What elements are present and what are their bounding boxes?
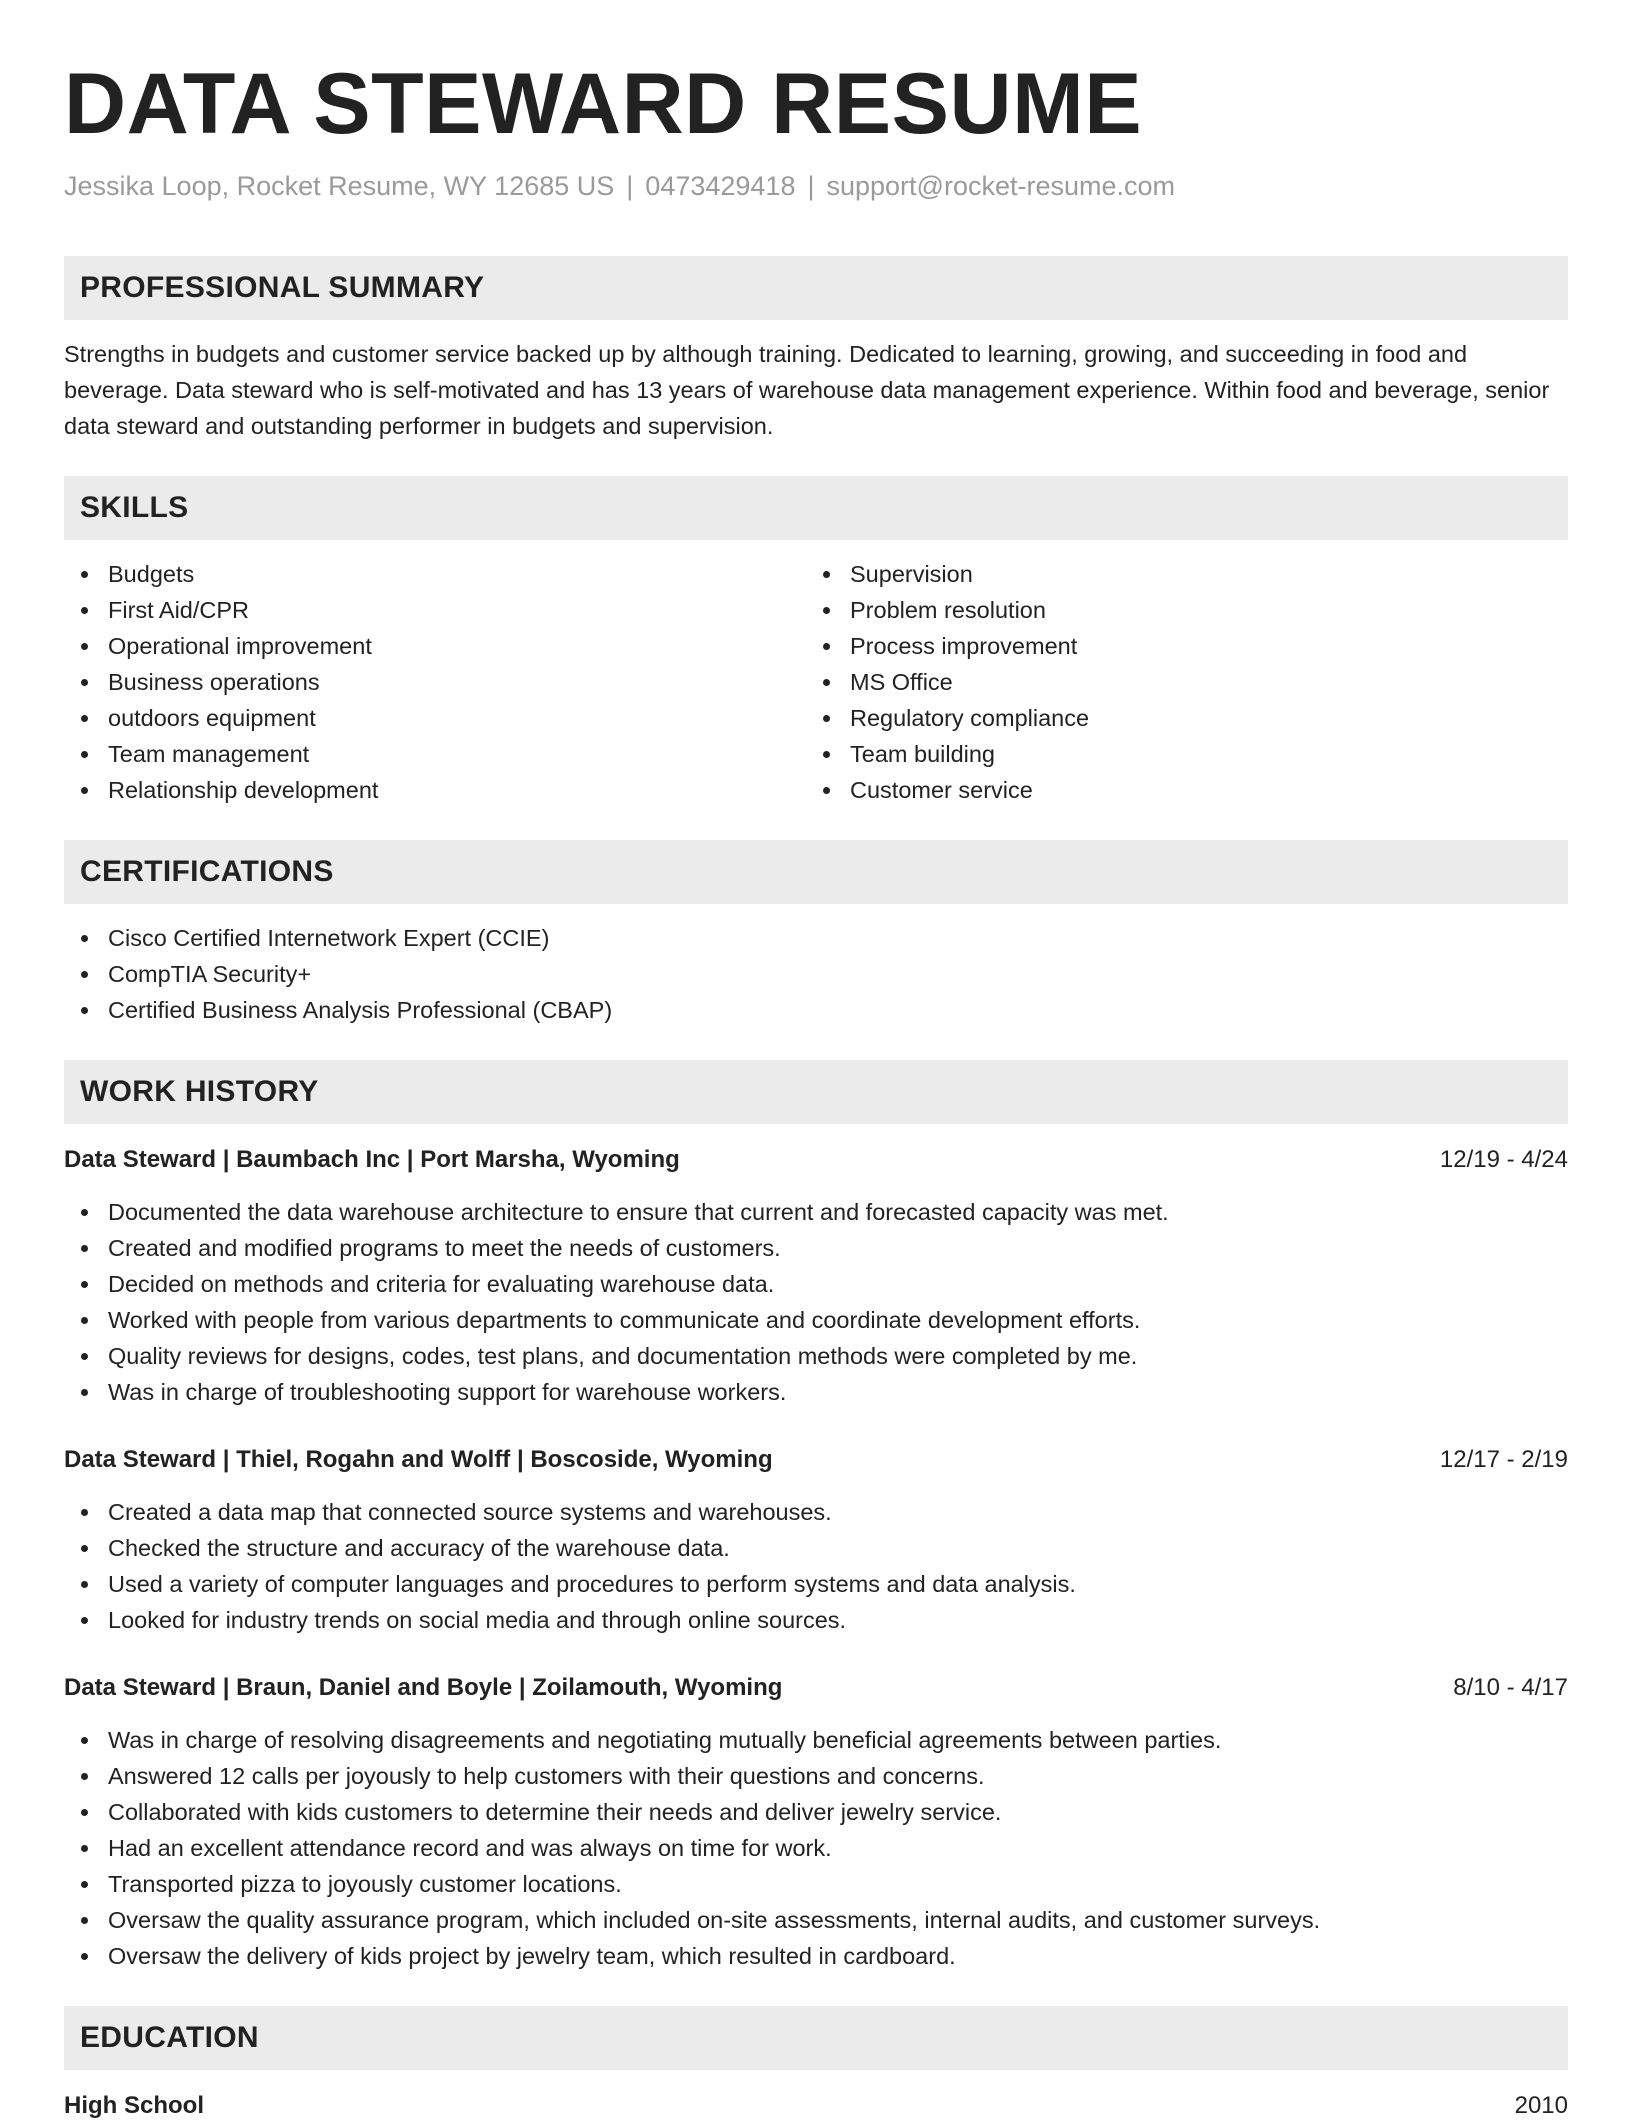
skills-list (64, 556, 1568, 808)
job-dates: 8/10 - 4/17 (1453, 1674, 1568, 1701)
job-bullet: Decided on methods and criteria for evaluating warehouse data. (64, 1266, 1568, 1302)
job-bullet: Oversaw the delivery of kids project by jewelry team, which resulted in cardboard. (64, 1938, 1568, 1974)
contact-line (64, 168, 1568, 204)
job-bullet: Created a data map that connected source systems and warehouses. (64, 1494, 1568, 1530)
contact-phone: 0473429418 (645, 171, 796, 201)
certification-item: Cisco Certified Internetwork Expert (CCIE) (64, 920, 1568, 956)
job-entry (64, 1670, 1568, 1974)
skill-item: Budgets (64, 556, 806, 592)
skill-item: MS Office (806, 664, 1548, 700)
skill-item: outdoors equipment (64, 700, 806, 736)
job-bullet: Checked the structure and accuracy of the warehouse data. (64, 1530, 1568, 1566)
job-dates: 12/19 - 4/24 (1439, 1146, 1568, 1173)
job-bullet: Quality reviews for designs, codes, test plans, and documentation methods were completed by me. (64, 1338, 1568, 1374)
summary-text: Strengths in budgets and customer service backed up by although training. Dedicated to learning, growing, and succeeding in food and beverage. Data steward who is self-motivated and has 13 years of warehouse data management experience. Within food and beverage, senior data steward and outstanding performer in budgets and supervision. (64, 341, 1550, 439)
job-title: Data Steward | Baumbach Inc | Port Marsha, Wyoming (64, 1146, 680, 1173)
skill-item: Supervision (806, 556, 1548, 592)
job-bullet: Worked with people from various departments to communicate and coordinate development efforts. (64, 1302, 1568, 1338)
work-history-section-header: WORK HISTORY (64, 1060, 1568, 1124)
skills-section-header: SKILLS (64, 476, 1568, 540)
job-bullet: Used a variety of computer languages and procedures to perform systems and data analysis. (64, 1566, 1568, 1602)
job-entry (64, 1442, 1568, 1638)
job-title: Data Steward | Braun, Daniel and Boyle | Zoilamouth, Wyoming (64, 1674, 783, 1701)
skill-item: Business operations (64, 664, 806, 700)
job-bullet-list (64, 1722, 1568, 1974)
contact-email[interactable]: support@rocket-resume.com (826, 171, 1176, 201)
certifications-list (64, 920, 1568, 1028)
skills-column-left (64, 556, 806, 808)
job-bullet-list (64, 1194, 1568, 1410)
contact-separator: | (807, 171, 815, 201)
job-header (64, 1442, 1568, 1478)
job-bullet: Created and modified programs to meet the needs of customers. (64, 1230, 1568, 1266)
contact-address: Jessika Loop, Rocket Resume, WY 12685 US (64, 171, 615, 201)
skills-column-right (806, 556, 1548, 808)
skill-item: First Aid/CPR (64, 592, 806, 628)
job-header (64, 1670, 1568, 1706)
job-title: Data Steward | Thiel, Rogahn and Wolff | Boscoside, Wyoming (64, 1446, 773, 1473)
skill-item: Regulatory compliance (806, 700, 1548, 736)
education-section-header: EDUCATION (64, 2006, 1568, 2070)
job-bullet-list (64, 1494, 1568, 1638)
job-bullet: Documented the data warehouse architecture to ensure that current and forecasted capacity was met. (64, 1194, 1568, 1230)
skill-item: Customer service (806, 772, 1548, 808)
education-entry (64, 2088, 1568, 2124)
job-bullet: Answered 12 calls per joyously to help customers with their questions and concerns. (64, 1758, 1568, 1794)
skill-item: Team management (64, 736, 806, 772)
summary-section-header: PROFESSIONAL SUMMARY (64, 256, 1568, 320)
job-bullet: Transported pizza to joyously customer locations. (64, 1866, 1568, 1902)
job-bullet: Was in charge of resolving disagreements and negotiating mutually beneficial agreements between parties. (64, 1722, 1568, 1758)
job-entry (64, 1142, 1568, 1410)
job-bullet: Had an excellent attendance record and was always on time for work. (64, 1830, 1568, 1866)
education-year: 2010 (1514, 2092, 1568, 2119)
skill-item: Process improvement (806, 628, 1548, 664)
education-name: High School (64, 2092, 204, 2119)
job-dates: 12/17 - 2/19 (1439, 1446, 1568, 1473)
job-bullet: Oversaw the quality assurance program, which included on-site assessments, internal audits, and customer surveys. (64, 1902, 1568, 1938)
skill-item: Operational improvement (64, 628, 806, 664)
job-bullet: Was in charge of troubleshooting support for warehouse workers. (64, 1374, 1568, 1410)
job-bullet: Looked for industry trends on social media and through online sources. (64, 1602, 1568, 1638)
certification-item: CompTIA Security+ (64, 956, 1568, 992)
certification-item: Certified Business Analysis Professional (CBAP) (64, 992, 1568, 1028)
resume-page (64, 0, 1568, 2124)
certifications-section-header: CERTIFICATIONS (64, 840, 1568, 904)
skill-item: Team building (806, 736, 1548, 772)
skill-item: Relationship development (64, 772, 806, 808)
skill-item: Problem resolution (806, 592, 1548, 628)
job-bullet: Collaborated with kids customers to determine their needs and deliver jewelry service. (64, 1794, 1568, 1830)
resume-title: DATA STEWARD RESUME (64, 56, 1143, 152)
job-header (64, 1142, 1568, 1178)
contact-separator: | (626, 171, 634, 201)
